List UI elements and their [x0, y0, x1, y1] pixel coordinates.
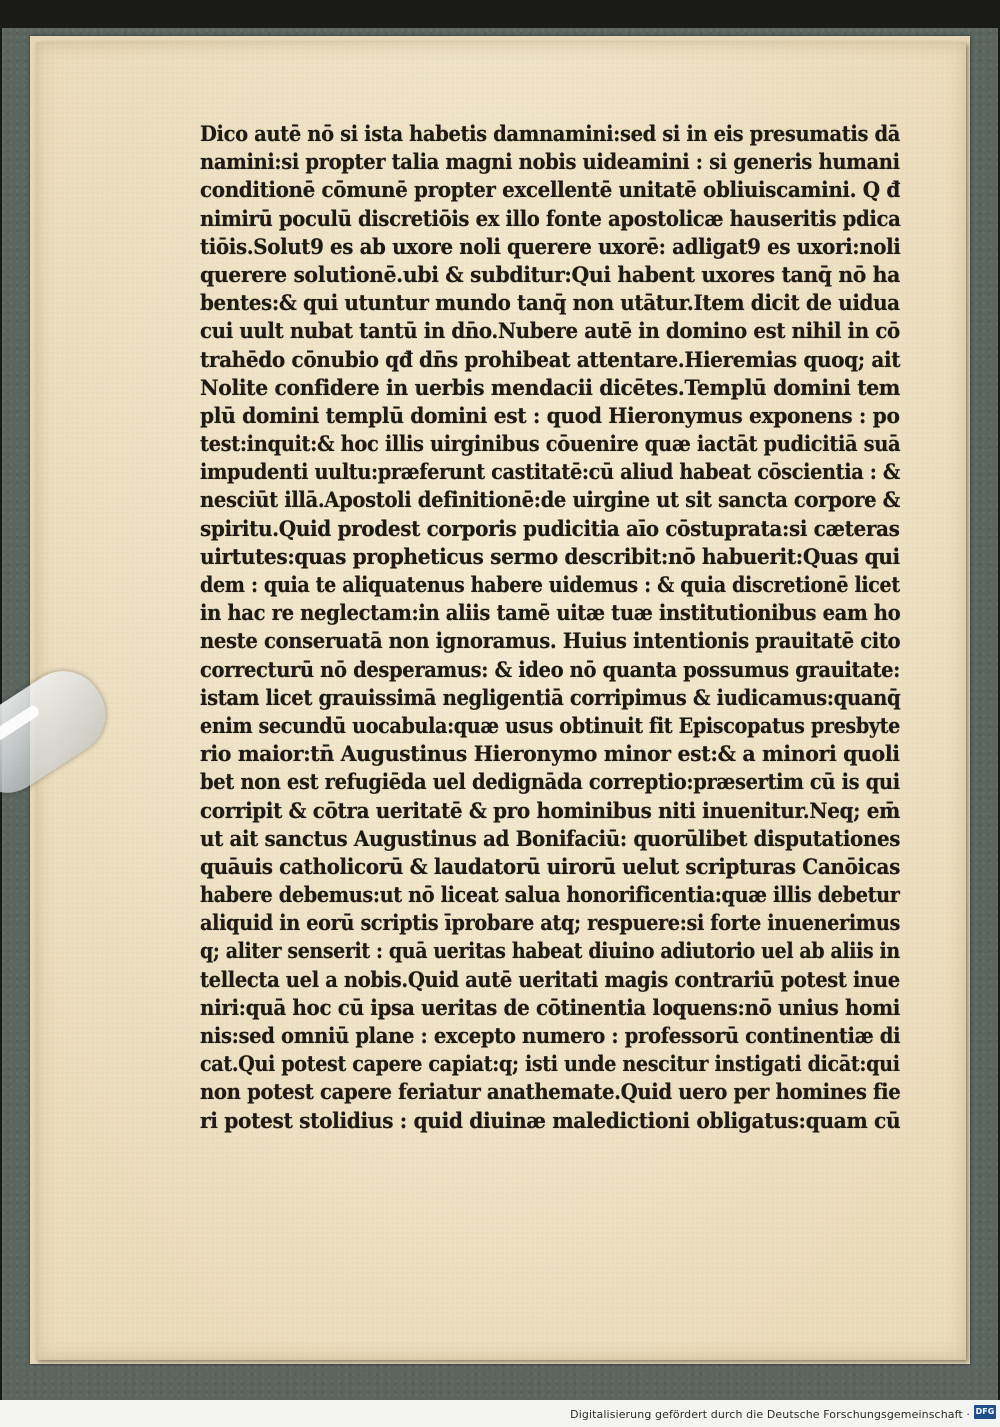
text-line: nimirū poculū discretiōis ex illo fonte apostolicæ hauseritis pdica [200, 205, 901, 231]
footer-credit: Digitalisierung gefördert durch die Deutsche Forschungsgemeinschaft · [570, 1408, 970, 1421]
text-line: enim secundū uocabula:quæ usus obtinuit fit Episcopatus presbyte [200, 712, 900, 738]
text-line: conditionē cōmunē propter excellentē unitatē obliuiscamini. Q đ [200, 177, 900, 203]
text-line: plū domini templū domini est : quod Hieronymus exponens : po [200, 402, 900, 428]
text-line: querere solutionē.ubi & subditur:Qui habent uxores tanq̄ nō ha [200, 261, 900, 287]
text-line: bet non est refugiēda uel dedignāda correptio:præsertim cū is qui [200, 769, 900, 795]
text-line: corripit & cōtra ueritatē & pro hominibus niti inuenitur.Neq; em̄ [200, 797, 900, 823]
text-line: q; aliter senserit : quā ueritas habeat diuino adiutorio uel ab aliis in [200, 938, 900, 964]
text-line: tiōis.Solut9 es ab uxore noli querere uxorē: adligat9 es uxori:noli [200, 233, 901, 259]
text-line: non potest capere feriatur anathemate.Quid uero per homines fie [200, 1079, 901, 1105]
text-line: bentes:& qui utuntur mundo tanq̄ non utātur.Item dicit de uidua [200, 290, 900, 316]
text-line: ut ait sanctus Augustinus ad Bonifaciū: quorūlibet disputationes [200, 825, 901, 851]
text-line: in hac re neglectam:in aliis tamē uitæ tuæ institutionibus eam ho [200, 600, 901, 626]
text-line: habere debemus:ut nō liceat salua honorificentia:quæ illis debetur [200, 882, 900, 908]
text-line: cui uult nubat tantū in dn̄o.Nubere autē in domino est nihil in cō [200, 318, 900, 344]
text-line: impudenti uultu:præferunt castitatē:cū aliud habeat cōscientia : & [200, 459, 900, 485]
text-line: trahēdo cōnubio qđ dn̄s prohibeat attentare.Hieremias quoq; ait [200, 346, 901, 372]
text-line: namini:si propter talia magni nobis uideamini : si generis humani [200, 149, 900, 175]
text-line: cat.Qui potest capere capiat:q; isti unde nescitur instigati dicāt:qui [200, 1051, 900, 1077]
text-line: niri:quā hoc cū ipsa ueritas de cōtinentia loquens:nō unius homi [200, 994, 900, 1020]
text-line: Nolite confidere in uerbis mendacii dicētes.Templū domini tem [200, 374, 900, 400]
text-line: istam licet grauissimā negligentiā corripimus & iudicamus:quanq̄ [200, 684, 901, 710]
glass-highlight [0, 704, 41, 747]
text-line: neste conseruatā non ignoramus. Huius intentionis prauitatē cito [200, 628, 901, 654]
text-line: rio maior:tn̄ Augustinus Hieronymo minor est:& a minori quoli [200, 741, 900, 767]
printed-text-block [200, 120, 920, 1135]
text-line: quāuis catholicorū & laudatorū uirorū uelut scripturas Canōicas [200, 853, 901, 879]
text-line: correcturū nō desperamus: & ideo nō quanta possumus grauitate: [200, 656, 901, 682]
text-line: spiritu.Quid prodest corporis pudicitia aīo cōstuprata:si cæteras [200, 515, 900, 541]
text-line: test:inquit:& hoc illis uirginibus cōuenire quæ iactāt pudicitiā suā [200, 431, 901, 457]
text-line: ri potest stolidius : quid diuinæ maledictioni obligatus:quam cū [200, 1107, 901, 1133]
text-line: aliquid in eorū scriptis īprobare atq; respuere:si forte inuenerimus [200, 910, 900, 936]
dfg-logo: DFG [974, 1405, 996, 1419]
text-line: nesciūt illā.Apostoli definitionē:de uirgine ut sit sancta corpore & [200, 487, 900, 513]
text-line: uirtutes:quas propheticus sermo describit:nō habuerit:Quas qui [200, 543, 900, 569]
text-line: dem : quia te aliquatenus habere uidemus : & quia discretionē licet [200, 572, 900, 597]
text-line: nis:sed omniū plane : excepto numero : professorū continentiæ di [200, 1023, 901, 1048]
text-line: tellecta uel a nobis.Quid autē ueritati magis contrariū potest inue [200, 966, 900, 992]
text-line: Dico autē nō si ista habetis damnamini:sed si in eis presumatis dā [200, 121, 901, 146]
